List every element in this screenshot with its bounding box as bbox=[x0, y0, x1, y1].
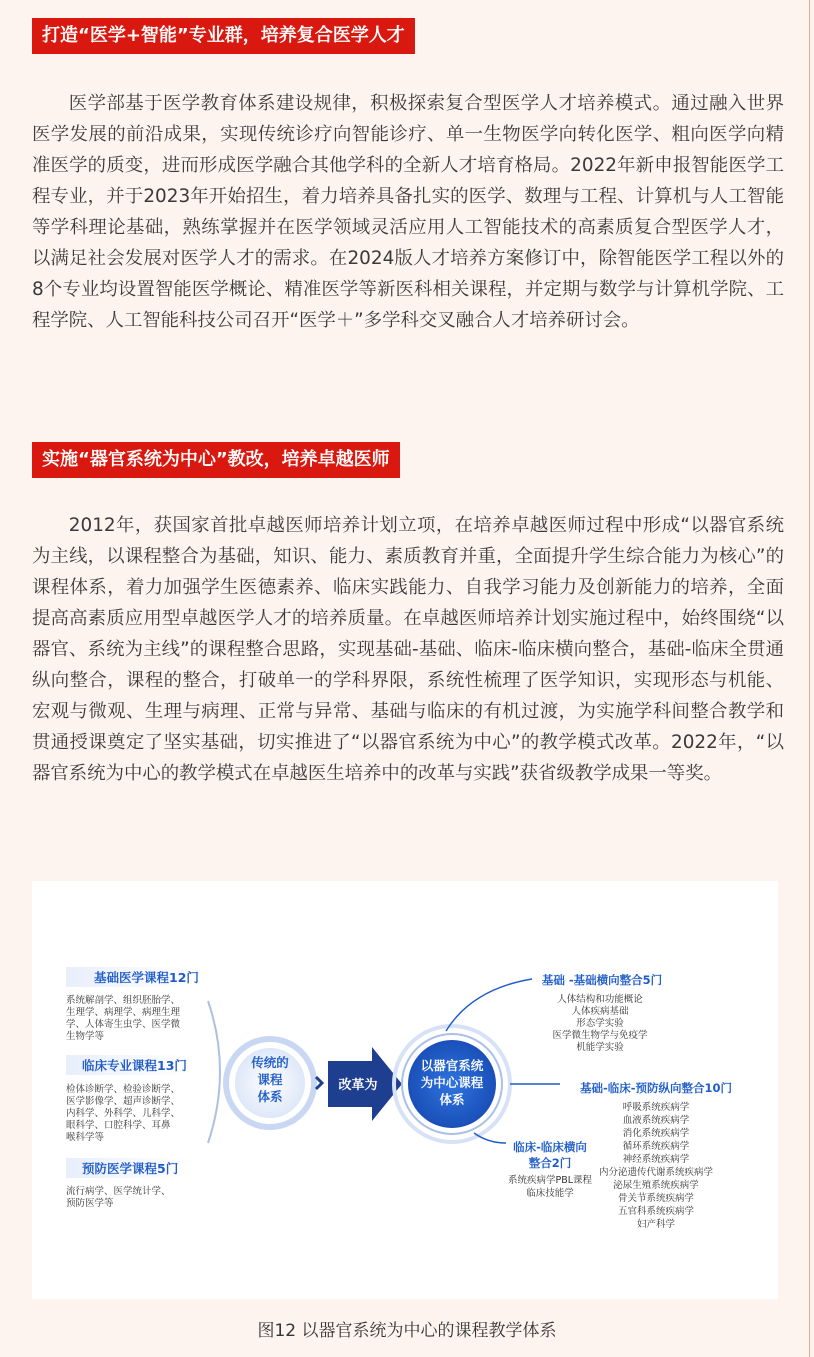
right-group-item: 循环系统疾病学 bbox=[622, 1141, 690, 1152]
traditional-circle-line: 体系 bbox=[257, 1089, 283, 1104]
right-group-item: 人体疾病基础 bbox=[571, 1006, 629, 1017]
left-group-line: 流行病学、医学统计学、 bbox=[66, 1186, 171, 1197]
bracket-arc bbox=[208, 1001, 220, 1143]
right-group-item: 泌尿生殖系统疾病学 bbox=[613, 1180, 699, 1191]
right-group-item: 妇产科学 bbox=[636, 1219, 676, 1230]
traditional-curriculum-circle bbox=[226, 1039, 314, 1127]
right-group-title: 整合2门 bbox=[528, 1156, 572, 1170]
right-group-item: 内分泌遗传代谢系统疾病学 bbox=[598, 1167, 714, 1178]
right-group-item: 临床技能学 bbox=[526, 1188, 574, 1199]
center-circle-line: 以器官系统 bbox=[420, 1058, 484, 1073]
right-group-item: 机能学实验 bbox=[576, 1042, 624, 1053]
left-group-line: 预防医学等 bbox=[66, 1198, 114, 1209]
section-heading-organ-system: 实施“器官系统为中心”教改，培养卓越医师 bbox=[32, 442, 400, 478]
figure-caption: 图12 以器官系统为中心的课程教学体系 bbox=[257, 1321, 557, 1341]
reform-arrow bbox=[328, 1047, 402, 1121]
left-group-line: 生物学等 bbox=[66, 1031, 105, 1042]
left-group-line: 学、人体寄生虫学、医学微 bbox=[66, 1019, 181, 1030]
right-group-item: 五官科系统疾病学 bbox=[617, 1206, 695, 1217]
section1-body bbox=[32, 88, 784, 336]
traditional-circle-line: 课程 bbox=[257, 1072, 283, 1087]
section1-paragraph: 医学部基于医学教育体系建设规律，积极探索复合型医学人才培养模式。通过融入世界医学发展的前沿成果，实现传统诊疗向智能诊疗、单一生物医学向转化医学、粗向医学向精准医学的质变，进而形成医学融合其他学科的全新人才培育格局。2022年新申报智能医学工程专业，并于2023年开始招生，着力培养具备扎实的医学、数理与工程、计算机与人工智能等学科理论基础，熟练掌握并在医学领域灵活应用人工智能技术的高素质复合型医学人才，以满足社会发展对医学人才的需求。在2024版人才培养方案修订中，除智能医学工程以外的8个专业均设置智能医学概论、精准医学等新医科相关课程，并定期与数学与计算机学院、工程学院、人工智能科技公司召开“医学＋”多学科交叉融合人才培养研讨会。 bbox=[32, 93, 784, 331]
connector-line bbox=[446, 979, 532, 1031]
left-group-title: 基础医学课程12门 bbox=[94, 970, 199, 985]
left-group-line: 眼科学、口腔科学、耳鼻 bbox=[66, 1120, 171, 1131]
organ-system-center-circle bbox=[394, 1026, 510, 1142]
left-group-line: 内科学、外科学、儿科学、 bbox=[66, 1108, 181, 1119]
right-group-item: 医学微生物学与免疫学 bbox=[552, 1030, 648, 1041]
right-border-line bbox=[809, 0, 810, 1357]
right-group-title: 临床-临床横向 bbox=[513, 1140, 587, 1154]
reform-arrow-label: 改革为 bbox=[338, 1078, 378, 1093]
left-group-line: 生理学、病理学、病理生理 bbox=[66, 1007, 181, 1018]
traditional-circle-line: 传统的 bbox=[251, 1055, 289, 1070]
center-circle-line: 为中心课程 bbox=[420, 1075, 484, 1090]
left-group-clinical bbox=[66, 1055, 188, 1143]
left-group-title: 预防医学课程5门 bbox=[82, 1161, 179, 1176]
curriculum-diagram bbox=[32, 881, 778, 1299]
right-group-item: 系统疾病学PBL课程 bbox=[507, 1175, 593, 1186]
right-group-item: 血液系统疾病学 bbox=[622, 1115, 690, 1126]
right-group-item: 形态学实验 bbox=[576, 1018, 624, 1029]
left-group-line: 系统解剖学、组织胚胎学、 bbox=[66, 995, 181, 1006]
left-group-title: 临床专业课程13门 bbox=[82, 1058, 187, 1073]
left-group-preventive bbox=[66, 1158, 188, 1209]
right-group-clinical-horizontal bbox=[508, 1140, 593, 1199]
right-group-title: 基础 -基础横向整合5门 bbox=[541, 973, 663, 987]
left-group-line: 喉科学等 bbox=[66, 1132, 105, 1143]
figure-diagram-container bbox=[32, 881, 778, 1299]
section2-body bbox=[32, 510, 784, 789]
right-group-item: 人体结构和功能概论 bbox=[557, 994, 643, 1005]
section2-paragraph: 2012年，获国家首批卓越医师培养计划立项，在培养卓越医师过程中形成“以器官系统为主线，以课程整合为基础，知识、能力、素质教育并重，全面提升学生综合能力为核心”的课程体系，着力加强学生医德素养、临床实践能力、自我学习能力及创新能力的培养，全面提高高素质应用型卓越医学人才的培养质量。在卓越医师培养计划实施过程中，始终围绕“以器官、系统为主线”的课程整合思路，实现基础-基础、临床-临床横向整合，基础-临床全贯通纵向整合，课程的整合，打破单一的学科界限，系统性梳理了医学知识，实现形态与机能、宏观与微观、生理与病理、正常与异常、基础与临床的有机过渡，为实施学科间整合教学和贯通授课奠定了坚实基础，切实推进了“以器官系统为中心”的教学模式改革。2022年，“以器官系统为中心的教学模式在卓越医生培养中的改革与实践”获省级教学成果一等奖。 bbox=[32, 515, 784, 784]
right-group-vertical-integration bbox=[580, 1081, 732, 1230]
left-group-line: 检体诊断学、检验诊断学、 bbox=[66, 1084, 181, 1095]
right-group-title: 基础-临床-预防纵向整合10门 bbox=[579, 1081, 733, 1095]
left-group-line: 医学影像学、超声诊断学、 bbox=[66, 1096, 181, 1107]
right-group-item: 消化系统疾病学 bbox=[622, 1128, 690, 1139]
right-group-item: 骨关节系统疾病学 bbox=[617, 1193, 695, 1204]
section-heading-ai-medicine: 打造“医学+智能”专业群，培养复合医学人才 bbox=[32, 18, 415, 54]
right-group-item: 呼吸系统疾病学 bbox=[622, 1102, 690, 1113]
right-group-basic-horizontal bbox=[542, 973, 662, 1053]
right-group-item: 神经系统疾病学 bbox=[622, 1154, 690, 1165]
left-group-basic bbox=[66, 967, 199, 1042]
center-circle-line: 体系 bbox=[439, 1092, 465, 1107]
